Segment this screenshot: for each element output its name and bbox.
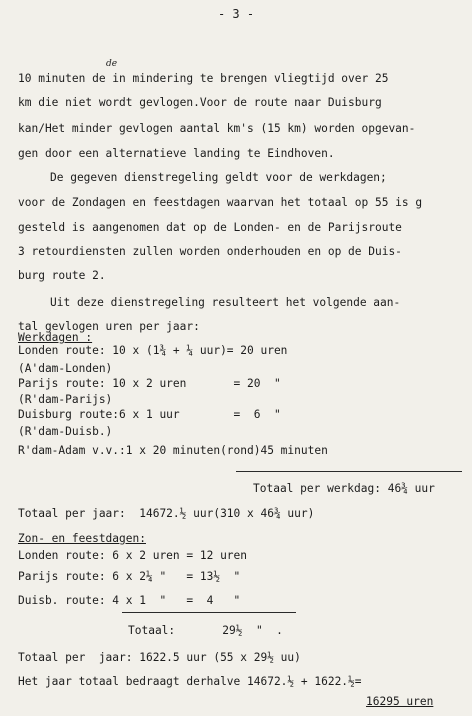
paragraph-2-line: De gegeven dienstregeling geldt voor de werkdagen;: [50, 171, 387, 184]
werkdagen-heading: Werkdagen :: [18, 331, 93, 344]
paragraph-3-line: Uit deze dienstregeling resulteert het volgende aan-: [50, 296, 401, 309]
werkdagen-row: (A'dam-Londen): [18, 362, 113, 375]
paragraph-1-line: kan/Het minder gevlogen aantal km's (15 km) worden opgevan-: [18, 122, 416, 135]
final-result: 16295 uren: [366, 695, 434, 708]
zon-feestdagen-year-total: Totaal per jaar: 1622.5 uur (55 x 29½ uu): [18, 651, 301, 664]
paragraph-2-line: gesteld is aangenomen dat op de Londen- en de Parijsroute: [18, 221, 402, 234]
paragraph-1-line: km die niet wordt gevlogen.Voor de route naar Duisburg: [18, 96, 382, 109]
zon-feestdagen-row: Londen route: 6 x 2 uren = 12 uren: [18, 549, 248, 562]
handwritten-correction: de: [106, 59, 118, 69]
zon-feestdagen-row: Duisb. route: 4 x 1 " = 4 ": [18, 594, 241, 607]
paragraph-1-line: 10 minuten de in mindering te brengen vliegtijd over 25: [18, 72, 389, 85]
werkdag-total: Totaal per werkdag: 46¾ uur: [253, 482, 435, 495]
werkdagen-year-total: Totaal per jaar: 14672.½ uur(310 x 46¾ uur): [18, 507, 315, 520]
werkdagen-row: (R'dam-Parijs): [18, 393, 113, 406]
paragraph-2-line: voor de Zondagen en feestdagen waarvan het totaal op 55 is g: [18, 196, 423, 209]
paragraph-2-line: burg route 2.: [18, 269, 106, 282]
sum-rule: [236, 471, 462, 472]
werkdagen-row: Duisburg route:6 x 1 uur = 6 ": [18, 408, 281, 421]
sum-rule: [122, 612, 296, 613]
paragraph-2-line: 3 retourdiensten zullen worden onderhouden en op de Duis-: [18, 245, 402, 258]
werkdagen-row: (R'dam-Duisb.): [18, 425, 113, 438]
paragraph-1-line: gen door een alternatieve landing te Eindhoven.: [18, 147, 335, 160]
werkdagen-row: R'dam-Adam v.v.:1 x 20 minuten(rond)45 minuten: [18, 444, 328, 457]
final-total-line: Het jaar totaal bedraagt derhalve 14672.½ + 1622.½=: [18, 675, 362, 688]
werkdagen-row: Londen route: 10 x (1¾ + ¼ uur)= 20 uren: [18, 344, 288, 357]
zon-feestdagen-heading: Zon- en feestdagen:: [18, 532, 146, 545]
zon-feestdagen-total: Totaal: 29½ " .: [128, 624, 283, 637]
paragraph-3-line: tal gevlogen uren per jaar:: [18, 320, 200, 333]
zon-feestdagen-row: Parijs route: 6 x 2¼ " = 13½ ": [18, 570, 241, 583]
page-number: - 3 -: [217, 7, 255, 21]
werkdagen-row: Parijs route: 10 x 2 uren = 20 ": [18, 377, 281, 390]
